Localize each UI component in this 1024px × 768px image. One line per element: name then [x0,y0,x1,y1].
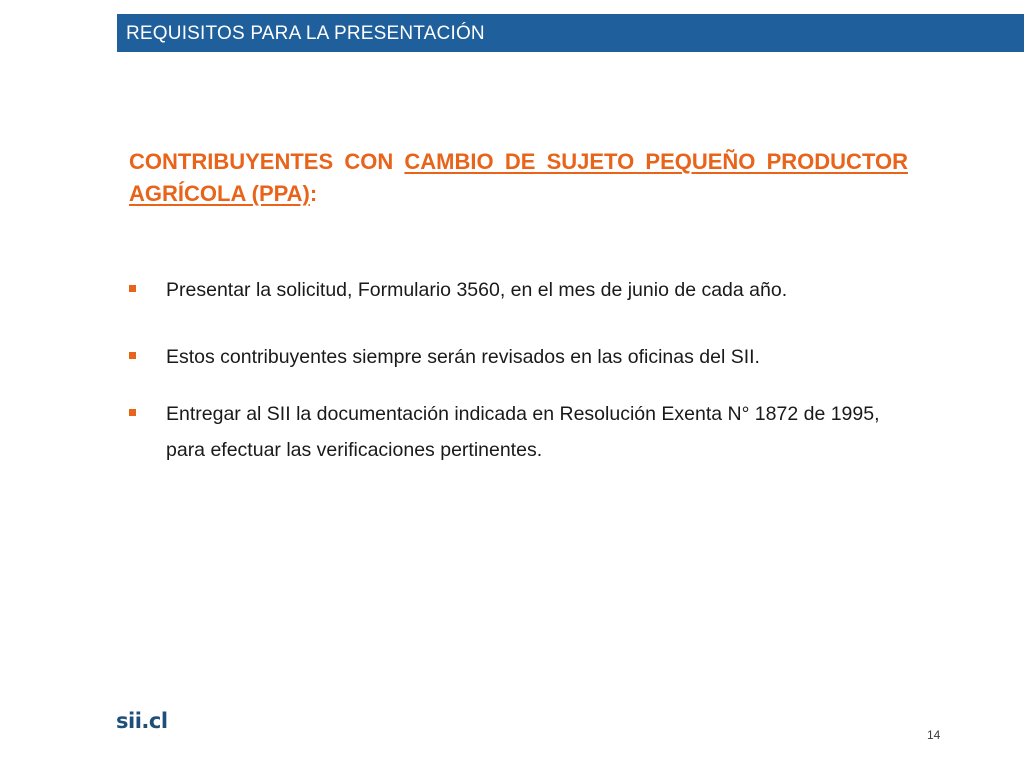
section-heading-prefix: CONTRIBUYENTES CON [129,149,405,174]
bullet-text: Presentar la solicitud, Formulario 3560, en el mes de junio de cada año. [166,279,788,301]
section-heading [129,146,908,210]
square-bullet-icon [129,285,136,292]
section-heading-underlined: CAMBIO DE SUJETO PEQUEÑO PRODUCTOR AGRÍCOLA (PPA) [129,149,908,206]
bullet-text: Entregar al SII la documentación indicada en Resolución Exenta N° 1872 de 1995, para efectuar las verificaciones pertinentes. [166,403,880,461]
bullet-text: Estos contribuyentes siempre serán revisados en las oficinas del SII. [166,346,760,368]
sii-logo: sii.cl [116,709,168,733]
header-bar [117,14,1024,52]
square-bullet-icon [129,352,136,359]
section-heading-suffix: : [309,181,318,206]
page-number: 14 [927,728,941,742]
square-bullet-icon [129,409,136,416]
slide-title: REQUISITOS PARA LA PRESENTACIÓN [126,23,485,44]
